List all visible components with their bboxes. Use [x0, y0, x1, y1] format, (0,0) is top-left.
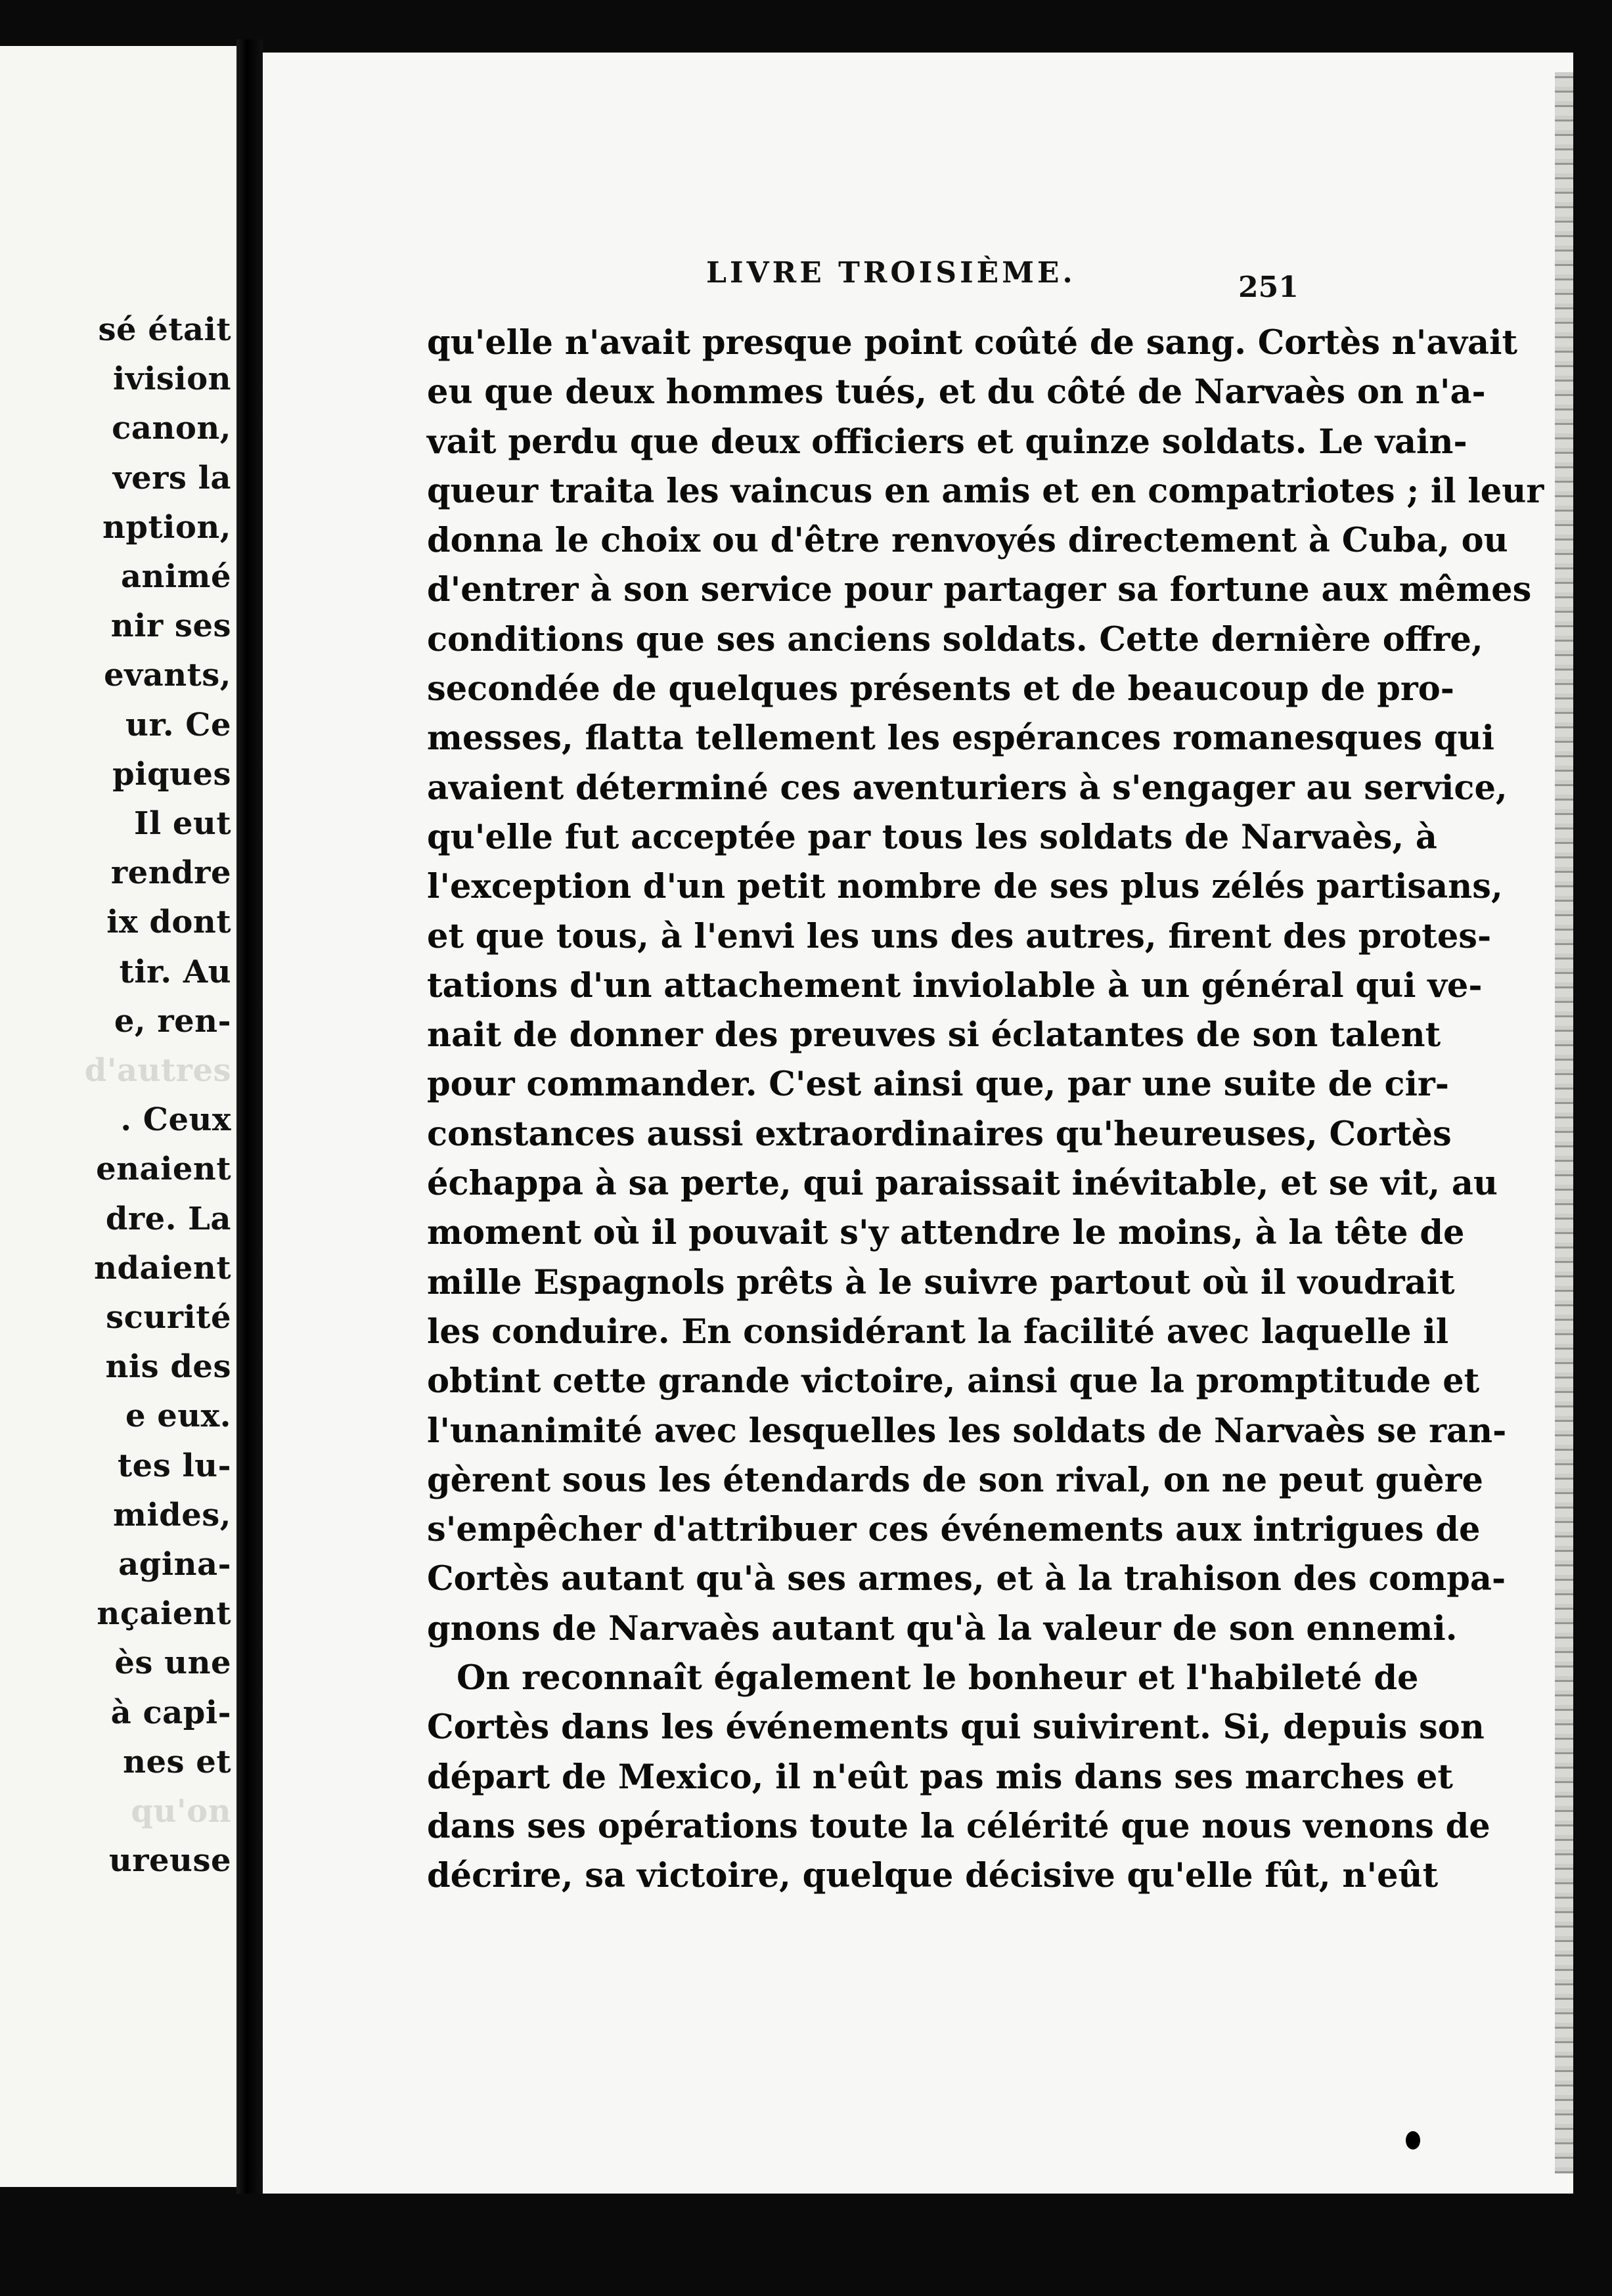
left-page-line: nption,	[102, 508, 231, 546]
left-page-line: à capi-	[110, 1694, 231, 1731]
text-line: les conduire. En considérant la facilité avec laquelle il	[427, 1312, 1449, 1352]
text-line: Cortès dans les événements qui suivirent. Si, depuis son	[427, 1708, 1485, 1748]
text-line: dans ses opérations toute la célérité que nous venons de	[427, 1806, 1490, 1846]
left-page	[0, 46, 236, 2187]
text-line: gnons de Narvaès autant qu'à la valeur de son ennemi.	[427, 1608, 1458, 1648]
left-page-line: ureuse	[108, 1842, 231, 1880]
text-line: décrire, sa victoire, quelque décisive qu'elle fût, n'eût	[427, 1856, 1439, 1896]
left-page-line: ès une	[114, 1645, 231, 1682]
text-line: On reconnaît également le bonheur et l'habileté de	[457, 1658, 1419, 1698]
text-line: avaient déterminé ces aventuriers à s'engager au service,	[427, 768, 1508, 808]
left-page-line: ix dont	[106, 904, 231, 941]
left-page-line: tir. Au	[119, 953, 231, 990]
left-page-line: e, ren-	[114, 1002, 231, 1040]
running-head: LIVRE TROISIÈME.	[706, 256, 1076, 290]
left-page-line: ivision	[112, 361, 231, 398]
left-page-line: piques	[112, 755, 231, 793]
text-line: secondée de quelques présents et de beaucoup de pro-	[427, 669, 1454, 709]
left-page-line: nçaient	[97, 1595, 231, 1633]
left-page-line: vers la	[112, 459, 231, 497]
text-line: l'unanimité avec lesquelles les soldats de Narvaès se ran-	[427, 1411, 1507, 1451]
page-number: 251	[1238, 271, 1299, 304]
text-line: donna le choix ou d'être renvoyés directement à Cuba, ou	[427, 521, 1508, 561]
left-page-line: ndaient	[94, 1249, 231, 1287]
text-line: nait de donner des preuves si éclatantes de son talent	[427, 1015, 1441, 1055]
left-page-line: ur. Ce	[125, 706, 231, 743]
left-page-line: evants,	[104, 657, 231, 694]
left-page-line: d'autres	[84, 1052, 231, 1090]
text-line: moment où il pouvait s'y attendre le moins, à la tête de	[427, 1213, 1465, 1253]
text-line: vait perdu que deux officiers et quinze soldats. Le vain-	[427, 422, 1467, 462]
text-line: constances aussi extraordinaires qu'heureuses, Cortès	[427, 1114, 1452, 1154]
text-line: s'empêcher d'attribuer ces événements aux intrigues de	[427, 1510, 1481, 1550]
left-page-line: Il eut	[133, 805, 231, 843]
left-page-line: scurité	[106, 1299, 231, 1336]
text-line: et que tous, à l'envi les uns des autres, firent des protes-	[427, 916, 1492, 956]
left-page-line: sé était	[98, 311, 231, 348]
text-line: d'entrer à son service pour partager sa fortune aux mêmes	[427, 570, 1532, 610]
body-text	[427, 319, 1544, 1901]
left-page-line: . Ceux	[120, 1101, 231, 1139]
left-page-line: nir ses	[110, 607, 231, 645]
text-line: échappa à sa perte, qui paraissait inévitable, et se vit, au	[427, 1164, 1498, 1204]
left-page-line: agina-	[118, 1546, 231, 1583]
left-page-line: canon,	[112, 410, 231, 447]
left-page-line: mides,	[113, 1496, 231, 1534]
text-line: l'exception d'un petit nombre de ses plus zélés partisans,	[427, 867, 1503, 907]
text-line: pour commander. C'est ainsi que, par une suite de cir-	[427, 1065, 1449, 1105]
book-gutter	[236, 39, 263, 2194]
text-line: tations d'un attachement inviolable à un général qui ve-	[427, 965, 1483, 1005]
left-page-line: nes et	[123, 1743, 231, 1780]
left-page-line: e eux.	[125, 1398, 231, 1435]
left-page-text	[8, 305, 231, 1886]
text-line: qu'elle n'avait presque point coûté de sang. Cortès n'avait	[427, 323, 1518, 363]
left-page-line: enaient	[96, 1151, 231, 1188]
left-page-line: nis des	[105, 1348, 231, 1386]
text-line: gèrent sous les étendards de son rival, on ne peut guère	[427, 1460, 1483, 1500]
text-line: conditions que ses anciens soldats. Cette dernière offre,	[427, 619, 1483, 659]
page-edge	[1555, 72, 1573, 2174]
left-page-line: dre. La	[105, 1200, 231, 1237]
left-page-line: tes lu-	[118, 1447, 231, 1484]
left-page-line: qu'on	[131, 1793, 231, 1830]
text-line: queur traita les vaincus en amis et en compatriotes ; il leur	[427, 471, 1544, 511]
text-line: Cortès autant qu'à ses armes, et à la trahison des compa-	[427, 1559, 1506, 1599]
text-line: mille Espagnols prêts à le suivre partout où il voudrait	[427, 1262, 1455, 1302]
text-line: obtint cette grande victoire, ainsi que la promptitude et	[427, 1361, 1480, 1402]
text-line: qu'elle fut acceptée par tous les soldats de Narvaès, à	[427, 817, 1437, 857]
text-line: messes, flatta tellement les espérances romanesques qui	[427, 718, 1494, 759]
left-page-line: animé	[120, 558, 231, 596]
left-page-line: rendre	[110, 854, 231, 892]
text-line: départ de Mexico, il n'eût pas mis dans ses marches et	[427, 1757, 1453, 1797]
ink-spot	[1406, 2131, 1420, 2150]
text-line: eu que deux hommes tués, et du côté de Narvaès on n'a-	[427, 372, 1486, 412]
